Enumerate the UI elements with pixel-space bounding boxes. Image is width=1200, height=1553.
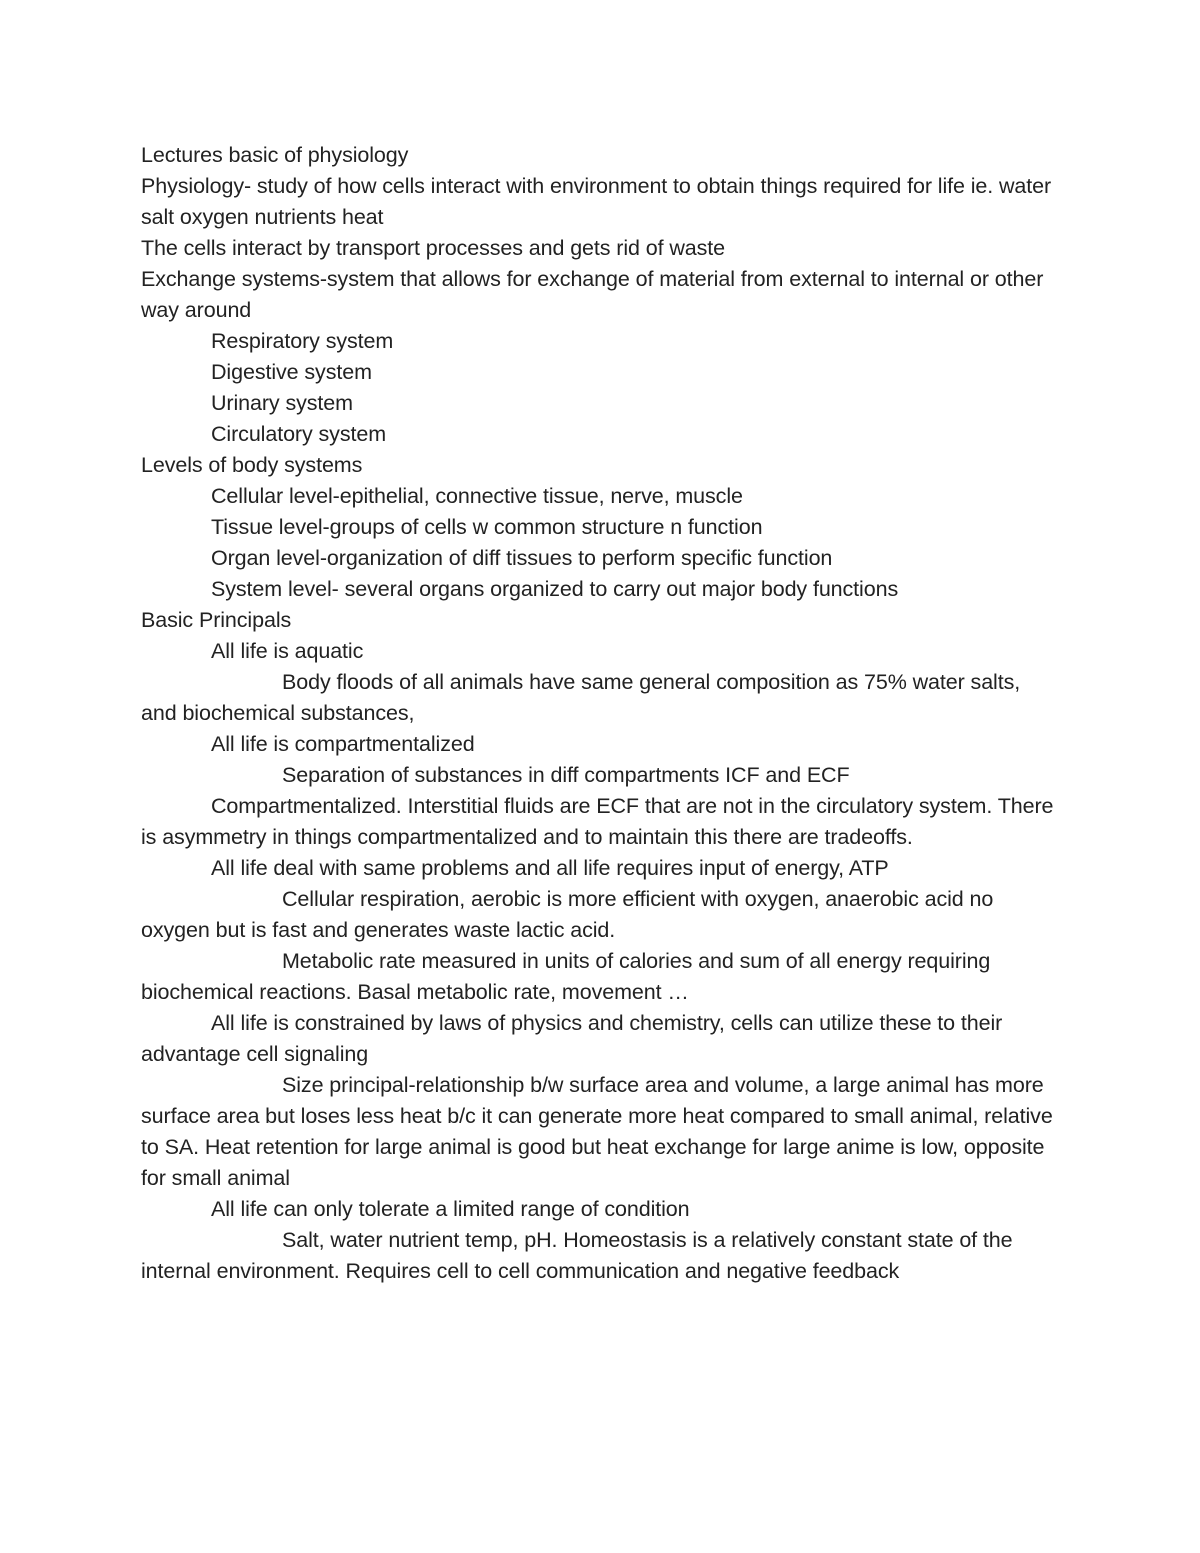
note-line: System level- several organs organized to carry out major body functions — [211, 577, 899, 601]
note-line: Urinary system — [211, 391, 353, 415]
note-line: Organ level-organization of diff tissues to perform specific function — [211, 546, 833, 570]
note-line: Tissue level-groups of cells w common structure n function — [211, 515, 763, 539]
note-line: All life is compartmentalized — [211, 732, 475, 756]
note-line: All life deal with same problems and all life requires input of energy, ATP — [211, 856, 889, 880]
note-line: Respiratory system — [211, 329, 394, 353]
note-line: All life is constrained by laws of physics and chemistry, cells can utilize these to their advantage cell signaling — [141, 1011, 1003, 1066]
note-line: Physiology- study of how cells interact with environment to obtain things required for life ie. water salt oxygen nutrients heat — [141, 174, 1052, 229]
note-line: All life is aquatic — [211, 639, 364, 663]
note-line: The cells interact by transport processes and gets rid of waste — [141, 236, 726, 260]
note-line: Body floods of all animals have same general composition as 75% water salts, and biochemical substances, — [141, 670, 1021, 725]
note-line: Metabolic rate measured in units of calories and sum of all energy requiring biochemical reactions. Basal metabolic rate, movement … — [141, 949, 991, 1004]
note-line: Salt, water nutrient temp, pH. Homeostasis is a relatively constant state of the internal environment. Requires cell to cell communication and negative feedback — [141, 1228, 1013, 1283]
note-line: Separation of substances in diff compartments ICF and ECF — [282, 763, 850, 787]
note-line: Basic Principals — [141, 608, 292, 632]
note-line: Exchange systems-system that allows for exchange of material from external to internal or other way around — [141, 267, 1044, 322]
note-line: All life can only tolerate a limited range of condition — [211, 1197, 690, 1221]
notes-body — [141, 140, 1061, 1287]
note-line: Digestive system — [211, 360, 372, 384]
note-line: Cellular respiration, aerobic is more efficient with oxygen, anaerobic acid no oxygen but is fast and generates waste lactic acid. — [141, 887, 994, 942]
note-line: Levels of body systems — [141, 453, 363, 477]
note-line: Circulatory system — [211, 422, 387, 446]
note-line: Compartmentalized. Interstitial fluids are ECF that are not in the circulatory system. There is asymmetry in things compartmentalized and to maintain this there are tradeoffs. — [141, 794, 1054, 849]
note-line: Cellular level-epithelial, connective tissue, nerve, muscle — [211, 484, 743, 508]
note-line: Size principal-relationship b/w surface area and volume, a large animal has more surface area but loses less heat b/c it can generate more heat compared to small animal, relative to SA. Heat retention for large animal is good but heat exchange for large anime is low, opposite for small animal — [141, 1073, 1053, 1190]
note-line-title: Lectures basic of physiology — [141, 143, 409, 167]
